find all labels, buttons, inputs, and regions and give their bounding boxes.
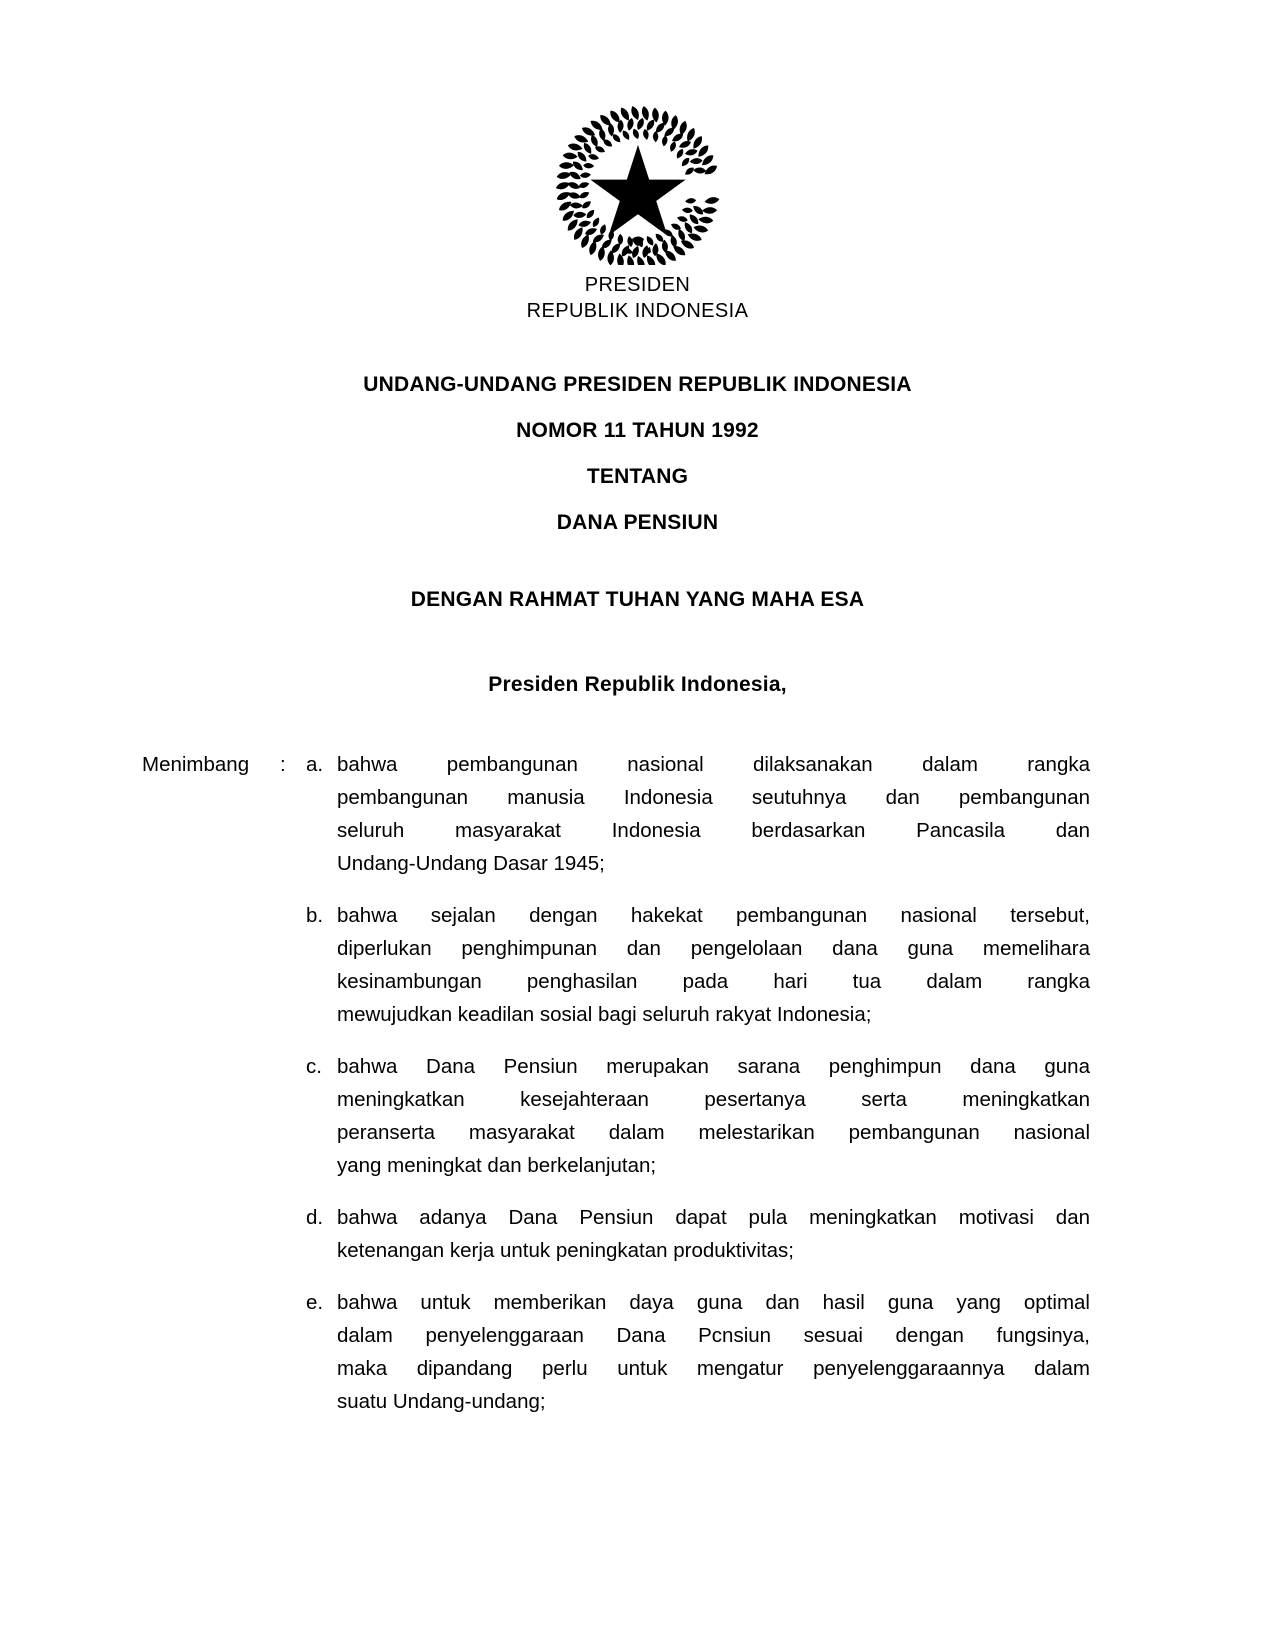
considerans-item-line: yang meningkat dan berkelanjutan; (337, 1154, 657, 1177)
title-law-type: UNDANG-UNDANG PRESIDEN REPUBLIK INDONESIA (363, 373, 912, 396)
considerans-items-list (306, 748, 1090, 1418)
considerans-item-line: Undang-Undang Dasar 1945; (337, 852, 605, 875)
considerans-item-marker: c. (306, 1055, 322, 1078)
letterhead (0, 272, 1275, 324)
considerans-item-text (337, 1050, 1090, 1182)
letterhead-line-president: PRESIDEN (584, 274, 691, 296)
considerans-item-line: kesinambungan penghasilan pada hari tua dalam rangka (337, 970, 1090, 993)
considerans-item-text (337, 748, 1090, 880)
signatory-heading: Presiden Republik Indonesia, (488, 673, 787, 696)
considerans-item-line: bahwa untuk memberikan daya guna dan hasil guna yang optimal (337, 1291, 1090, 1314)
considerans-item-text (337, 899, 1090, 1031)
letterhead-line-republic: REPUBLIK INDONESIA (526, 300, 749, 322)
considerans-item-line: suatu Undang-undang; (337, 1390, 546, 1413)
considerans-item-marker: e. (306, 1291, 324, 1314)
considerans-item-text (337, 1201, 1090, 1267)
considerans-item-marker: b. (306, 904, 324, 927)
considerans-item-marker: d. (306, 1206, 324, 1229)
considerans-item-line: maka dipandang perlu untuk mengatur penyelenggaraannya dalam (337, 1357, 1090, 1380)
document-title-block (0, 362, 1275, 546)
considerans-item-line: pembangunan manusia Indonesia seutuhnya dan pembangunan (337, 786, 1090, 809)
considerans-section (142, 748, 1090, 1418)
considerans-item-line: bahwa pembangunan nasional dilaksanakan dalam rangka (337, 753, 1090, 776)
considerans-item (306, 1286, 1090, 1418)
considerans-row (142, 748, 1090, 1418)
emblem-container (0, 100, 1275, 270)
title-about-label: TENTANG (586, 465, 689, 488)
considerans-item (306, 1050, 1090, 1182)
considerans-item-line: bahwa Dana Pensiun merupakan sarana penghimpun dana guna (337, 1055, 1090, 1078)
considerans-item-line: bahwa adanya Dana Pensiun dapat pula meningkatkan motivasi dan (337, 1206, 1090, 1229)
considerans-item-text (337, 1286, 1090, 1418)
considerans-item-line: peranserta masyarakat dalam melestarikan pembangunan nasional (337, 1121, 1090, 1144)
title-subject: DANA PENSIUN (556, 511, 719, 534)
invocation-line: DENGAN RAHMAT TUHAN YANG MAHA ESA (410, 588, 865, 611)
title-number-year: NOMOR 11 TAHUN 1992 (516, 419, 759, 442)
presidential-seal-icon (548, 100, 728, 265)
considerans-item-line: bahwa sejalan dengan hakekat pembangunan nasional tersebut, (337, 904, 1090, 927)
considerans-item-line: ketenangan kerja untuk peningkatan produktivitas; (337, 1239, 795, 1262)
considerans-item-line: dalam penyelenggaraan Dana Pcnsiun sesuai dengan fungsinya, (337, 1324, 1090, 1347)
considerans-label: Menimbang (142, 753, 250, 776)
considerans-item (306, 899, 1090, 1031)
considerans-item-line: seluruh masyarakat Indonesia berdasarkan Pancasila dan (337, 819, 1090, 842)
considerans-colon: : (280, 753, 286, 776)
considerans-item (306, 1201, 1090, 1267)
considerans-item (306, 748, 1090, 880)
considerans-item-marker: a. (306, 753, 324, 776)
considerans-item-line: meningkatkan kesejahteraan pesertanya serta meningkatkan (337, 1088, 1090, 1111)
considerans-item-line: mewujudkan keadilan sosial bagi seluruh rakyat Indonesia; (337, 1003, 872, 1026)
considerans-item-line: diperlukan penghimpunan dan pengelolaan dana guna memelihara (337, 937, 1090, 960)
